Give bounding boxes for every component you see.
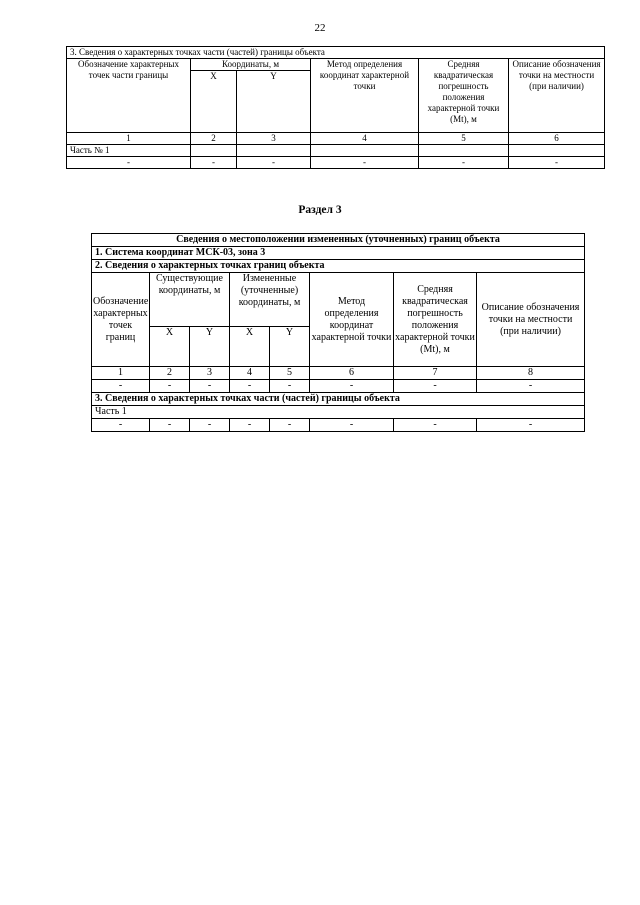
- header-accuracy: Средняя квадратическая погрешность положения характерной точки (Mt), м: [394, 273, 477, 367]
- table-cell: -: [270, 419, 310, 432]
- table-cell: -: [230, 380, 270, 393]
- coordinate-system: 1. Система координат МСК-03, зона 3: [92, 247, 585, 260]
- section-title: Раздел 3: [298, 204, 342, 216]
- table-cell: -: [150, 380, 190, 393]
- page-number: 22: [314, 22, 326, 34]
- header-x: X: [230, 327, 270, 367]
- column-number: 2: [191, 133, 237, 145]
- part-points-title: 3. Сведения о характерных точках части (частей) границы объекта: [92, 393, 585, 406]
- table-cell: -: [477, 380, 585, 393]
- table-cell: -: [67, 157, 191, 169]
- header-y: Y: [270, 327, 310, 367]
- table-cell: -: [477, 419, 585, 432]
- column-number: 2: [150, 367, 190, 380]
- header-designation: Обозначение характерных точек границ: [92, 273, 150, 367]
- column-number: 1: [92, 367, 150, 380]
- table-cell: -: [310, 380, 394, 393]
- table-cell: -: [311, 157, 419, 169]
- column-number: 3: [190, 367, 230, 380]
- boundary-table: [91, 233, 585, 432]
- table-cell: -: [230, 419, 270, 432]
- table-cell: -: [237, 157, 311, 169]
- table-cell: -: [190, 380, 230, 393]
- column-number: 6: [509, 133, 605, 145]
- part-points-table: [66, 46, 605, 169]
- points-title: 2. Сведения о характерных точках границ объекта: [92, 260, 585, 273]
- column-number: 8: [477, 367, 585, 380]
- column-number: 4: [230, 367, 270, 380]
- header-y: Y: [237, 71, 311, 133]
- header-existing-coordinates: Существующие координаты, м: [150, 273, 230, 327]
- column-number: 6: [310, 367, 394, 380]
- part-label: Часть 1: [92, 406, 585, 419]
- column-number: 1: [67, 133, 191, 145]
- table-title: 3. Сведения о характерных точках части (частей) границы объекта: [67, 47, 605, 59]
- table-cell: -: [419, 157, 509, 169]
- header-description: Описание обозначения точки на местности (при наличии): [477, 273, 585, 367]
- header-description: Описание обозначения точки на местности (при наличии): [509, 59, 605, 133]
- header-accuracy: Средняя квадратическая погрешность положения характерной точки (Mt), м: [419, 59, 509, 133]
- part-label: Часть № 1: [67, 145, 191, 157]
- table-cell: -: [509, 157, 605, 169]
- column-number: 5: [270, 367, 310, 380]
- table-cell: -: [190, 419, 230, 432]
- table-cell: -: [394, 380, 477, 393]
- column-number: 4: [311, 133, 419, 145]
- table-cell: -: [310, 419, 394, 432]
- column-number: 5: [419, 133, 509, 145]
- table-cell: -: [394, 419, 477, 432]
- header-changed-coordinates: Измененные (уточненные) координаты, м: [230, 273, 310, 327]
- table-cell: -: [150, 419, 190, 432]
- header-y: Y: [190, 327, 230, 367]
- header-method: Метод определения координат характерной точки: [310, 273, 394, 367]
- column-number: 7: [394, 367, 477, 380]
- table-cell: -: [270, 380, 310, 393]
- table-cell: -: [92, 419, 150, 432]
- header-coordinates: Координаты, м: [191, 59, 311, 71]
- table-title: Сведения о местоположении измененных (уточненных) границ объекта: [92, 234, 585, 247]
- header-x: X: [150, 327, 190, 367]
- column-number: 3: [237, 133, 311, 145]
- header-designation: Обозначение характерных точек части границы: [67, 59, 191, 133]
- header-x: X: [191, 71, 237, 133]
- header-method: Метод определения координат характерной точки: [311, 59, 419, 133]
- table-cell: -: [92, 380, 150, 393]
- table-cell: -: [191, 157, 237, 169]
